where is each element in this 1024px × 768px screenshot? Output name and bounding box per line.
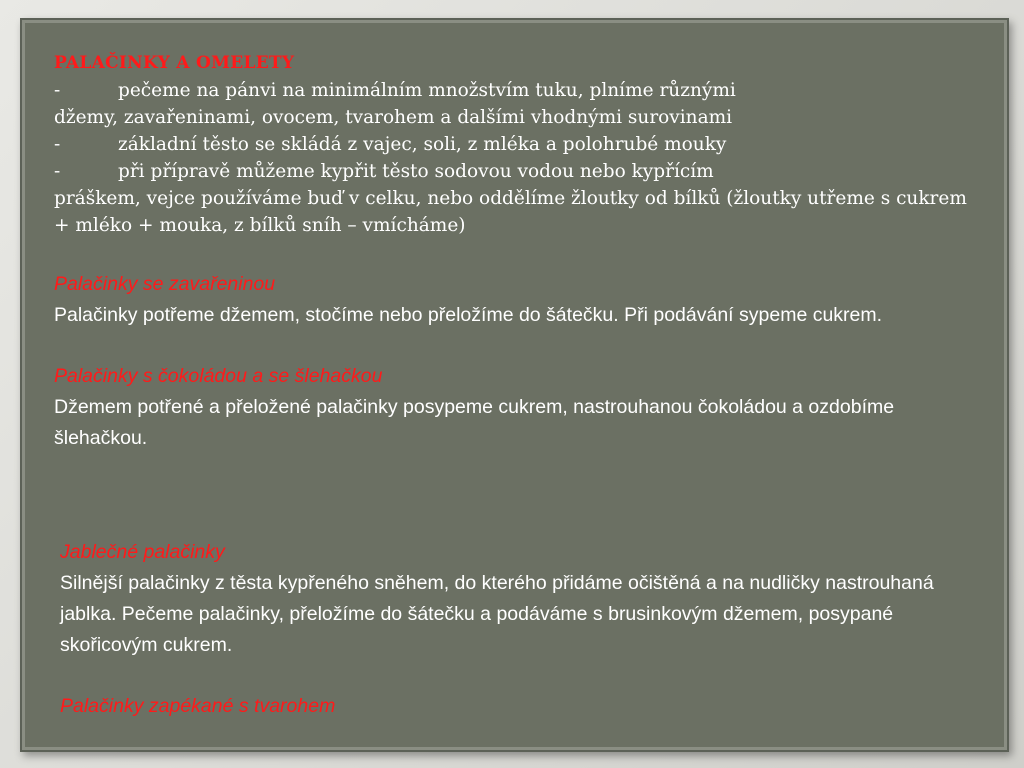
recipe-section-2 — [54, 361, 974, 454]
bullet-item-3 — [54, 158, 974, 239]
section-text: Palačinky potřeme džemem, stočíme nebo přeložíme do šátečku. Při podávání sypeme cukrem. — [54, 304, 883, 326]
bullet-item-1 — [54, 77, 974, 131]
intro-section — [54, 50, 974, 239]
bullet-continuation: džemy, zavařeninami, ovocem, tvarohem a dalšími vhodnými surovinami — [54, 107, 733, 128]
section-heading: Jablečné palačinky — [60, 541, 225, 563]
slide-title: PALAČINKY A OMELETY — [54, 53, 295, 73]
recipe-section-1 — [54, 269, 974, 331]
slide — [20, 18, 1009, 752]
bullet-dash: - — [54, 80, 61, 101]
main-text-block — [54, 50, 974, 454]
section-heading: Palačinky zapékané s tvarohem — [60, 695, 336, 717]
recipe-section-3 — [60, 537, 960, 661]
spacer — [54, 331, 974, 361]
bullet-text: při přípravě můžeme kypřit těsto sodovou vodou nebo kypřícím — [118, 161, 714, 182]
spacer — [54, 239, 974, 269]
bullet-text: pečeme na pánvi na minimálním množstvím tuku, plníme různými — [118, 80, 736, 101]
secondary-text-block — [60, 537, 960, 722]
recipe-section-4 — [60, 691, 960, 722]
bullet-dash: - — [54, 134, 61, 155]
bullet-continuation: práškem, vejce používáme buď v celku, nebo oddělíme žloutky od bílků (žloutky utřeme s cukrem + mléko + mouka, z bílků sníh – vmícháme) — [54, 188, 967, 236]
bullet-dash: - — [54, 161, 61, 182]
section-text: Džemem potřené a přeložené palačinky posypeme cukrem, nastrouhanou čokoládou a ozdobíme šlehačkou. — [54, 396, 895, 449]
section-heading: Palačinky s čokoládou a se šlehačkou — [54, 365, 383, 387]
bullet-item-2 — [54, 131, 974, 158]
section-text: Silnější palačinky z těsta kypřeného sněhem, do kterého přidáme očištěná a na nudličky nastrouhaná jablka. Pečeme palačinky, přeložíme do šátečku a podáváme s brusinkovým džemem, posypané skořicovým cukrem. — [60, 572, 934, 656]
section-heading: Palačinky se zavařeninou — [54, 273, 276, 295]
spacer — [60, 661, 960, 691]
bullet-text: základní těsto se skládá z vajec, soli, z mléka a polohrubé mouky — [118, 134, 727, 155]
